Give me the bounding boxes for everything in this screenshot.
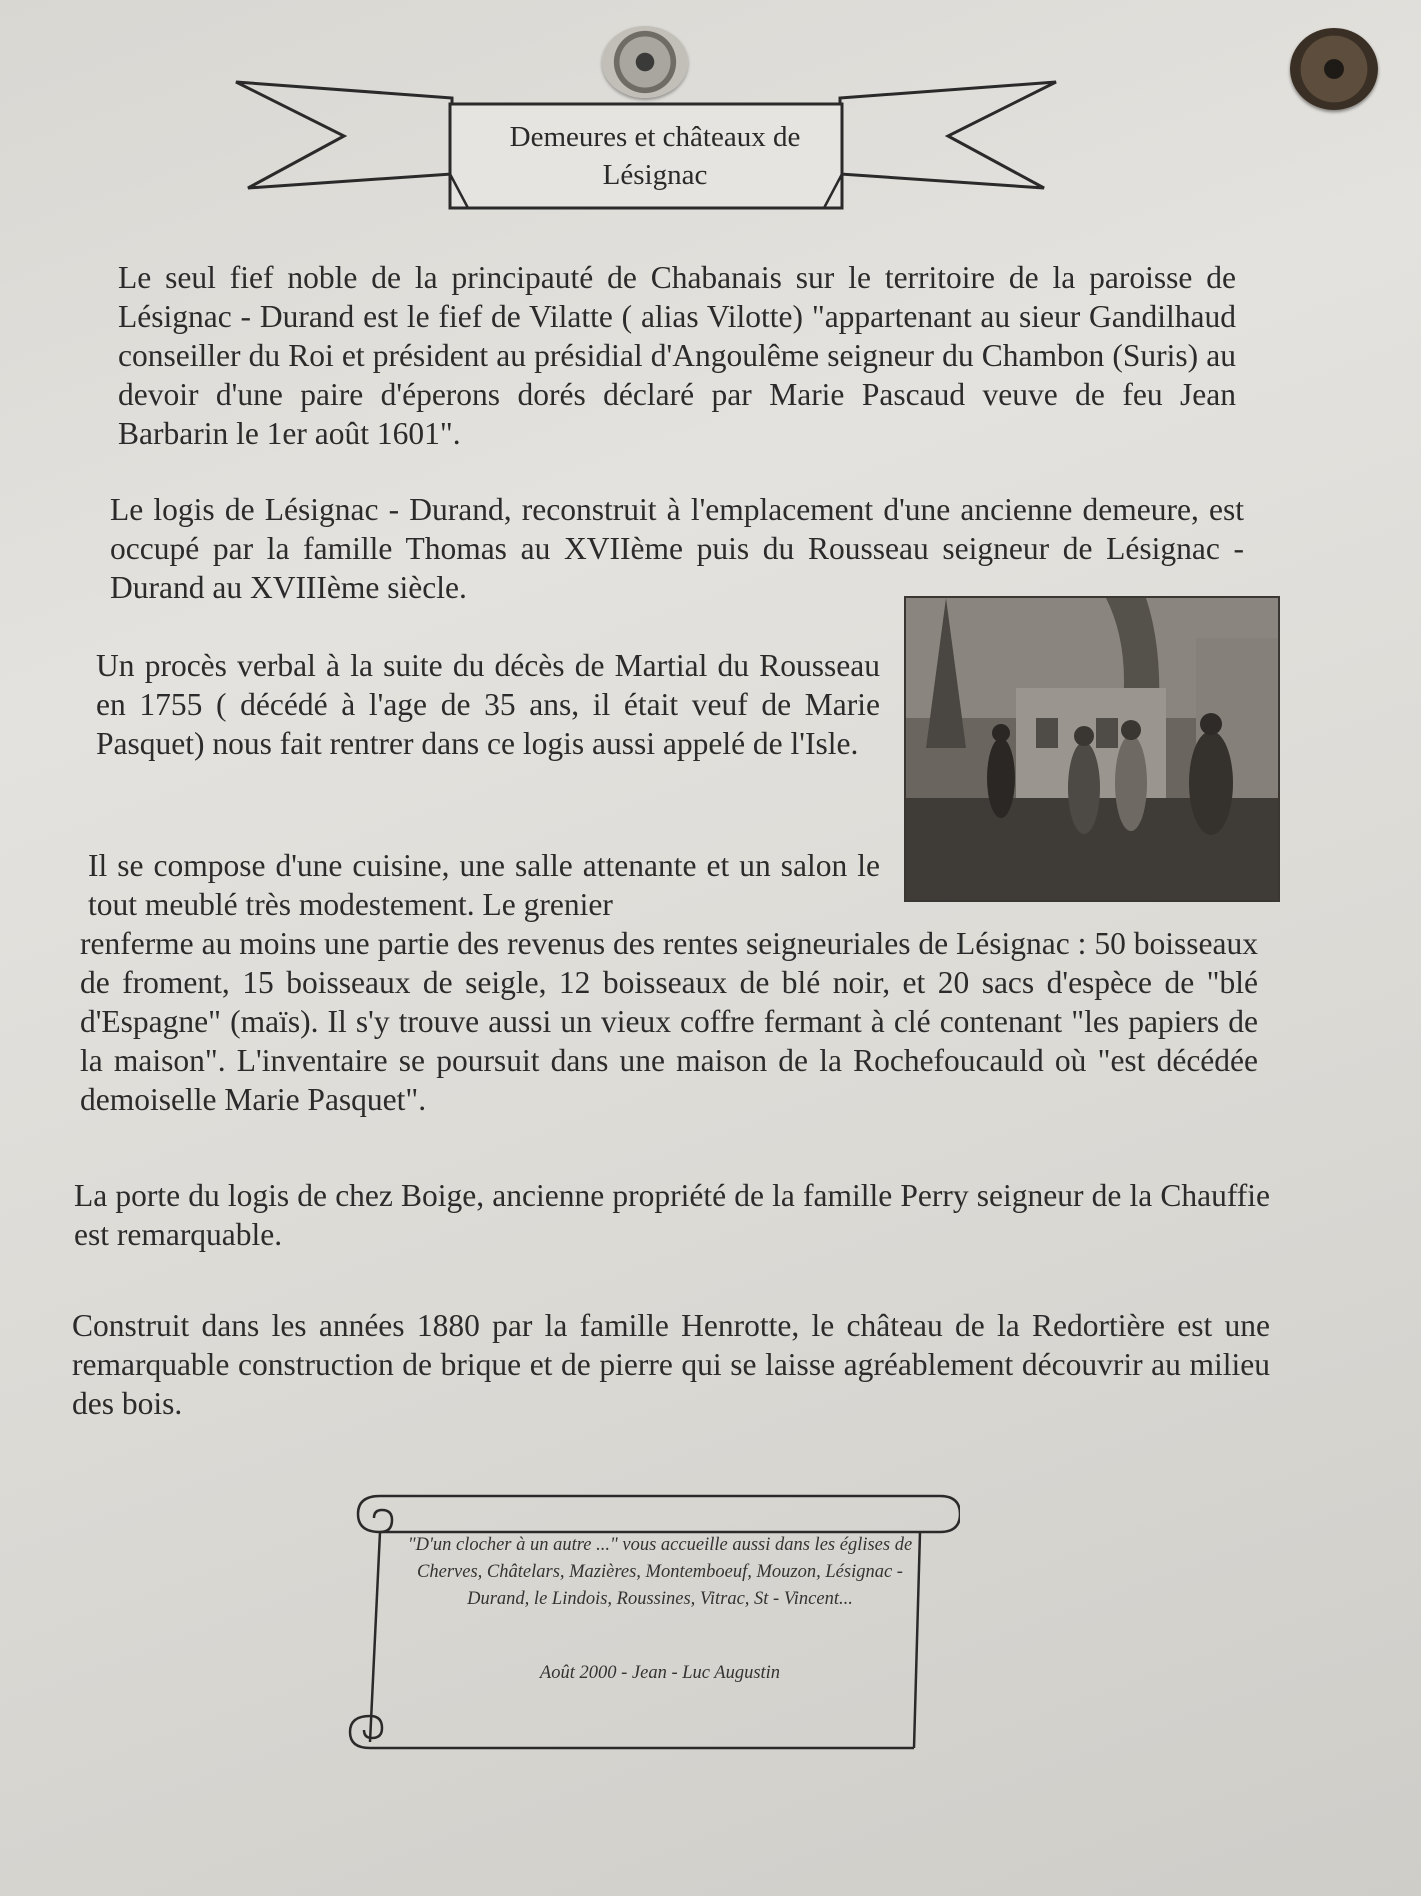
- paragraph-chateau-redortiere: Construit dans les années 1880 par la famille Henrotte, le château de la Redortière est une remarquable construction de brique et de pierre qui se laisse agréablement découvrir au milieu des bois.: [72, 1308, 1270, 1421]
- paragraph-fief-vilatte: Le seul fief noble de la principauté de Chabanais sur le territoire de la paroisse de Lésignac - Durand est le fief de Vilatte ( alias Vilotte) "appartenant au sieur Gandilhaud conseiller du Roi et président au présidial d'Angoulême seigneur du Chambon (Suris) au devoir d'une paire d'éperons dorés déclaré par Marie Pascaud veuve de feu Jean Barbarin le 1er août 1601".: [118, 260, 1236, 451]
- paragraph-logis-lesignac: Le logis de Lésignac - Durand, reconstruit à l'emplacement d'une ancienne demeure, est occupé par la famille Thomas au XVIIème puis du Rousseau seigneur de Lésignac - Durand au XVIIIème siècle.: [110, 492, 1244, 605]
- paragraph-composition-continued: renferme au moins une partie des revenus des rentes seigneuriales de Lésignac : 50 boisseaux de froment, 15 boisseaux de seigle, 12 boisseaux de blé noir, et 20 sacs d'espèce de "blé d'Espagne" (maïs). Il s'y trouve aussi un vieux coffre fermant à clé contenant "les papiers de la maison". L'inventaire se poursuit dans une maison de la Rochefoucauld où "est décédée demoiselle Marie Pasquet".: [80, 926, 1258, 1117]
- title-line-2: Lésignac: [602, 159, 708, 191]
- scroll-note: "D'un clocher à un autre ..." vous accueille aussi dans les églises de Cherves, Châtelars, Mazières, Montemboeuf, Mouzon, Lésignac - Durand, le Lindois, Roussines, Vitrac, St - Vincent...: [407, 1535, 913, 1609]
- historic-photo: [904, 596, 1280, 902]
- metal-eyelet-right: [1290, 28, 1378, 110]
- paragraph-proces-verbal: Un procès verbal à la suite du décès de Martial du Rousseau en 1755 ( décédé à l'age de 35 ans, il était veuf de Marie Pasquet) nous fait rentrer dans ce logis aussi appelé de l'Isle.: [96, 648, 880, 761]
- paragraph-logis-boige: La porte du logis de chez Boige, ancienne propriété de la famille Perry seigneur de la Chauffie est remarquable.: [74, 1178, 1270, 1252]
- scroll-signature: Août 2000 - Jean - Luc Augustin: [539, 1663, 781, 1683]
- scroll-frame: [340, 1480, 960, 1780]
- title-line-1: Demeures et châteaux de: [509, 121, 801, 153]
- paragraph-composition-start: Il se compose d'une cuisine, une salle attenante et un salon le tout meublé très modestement. Le grenier: [88, 848, 880, 922]
- page-title: [450, 118, 860, 194]
